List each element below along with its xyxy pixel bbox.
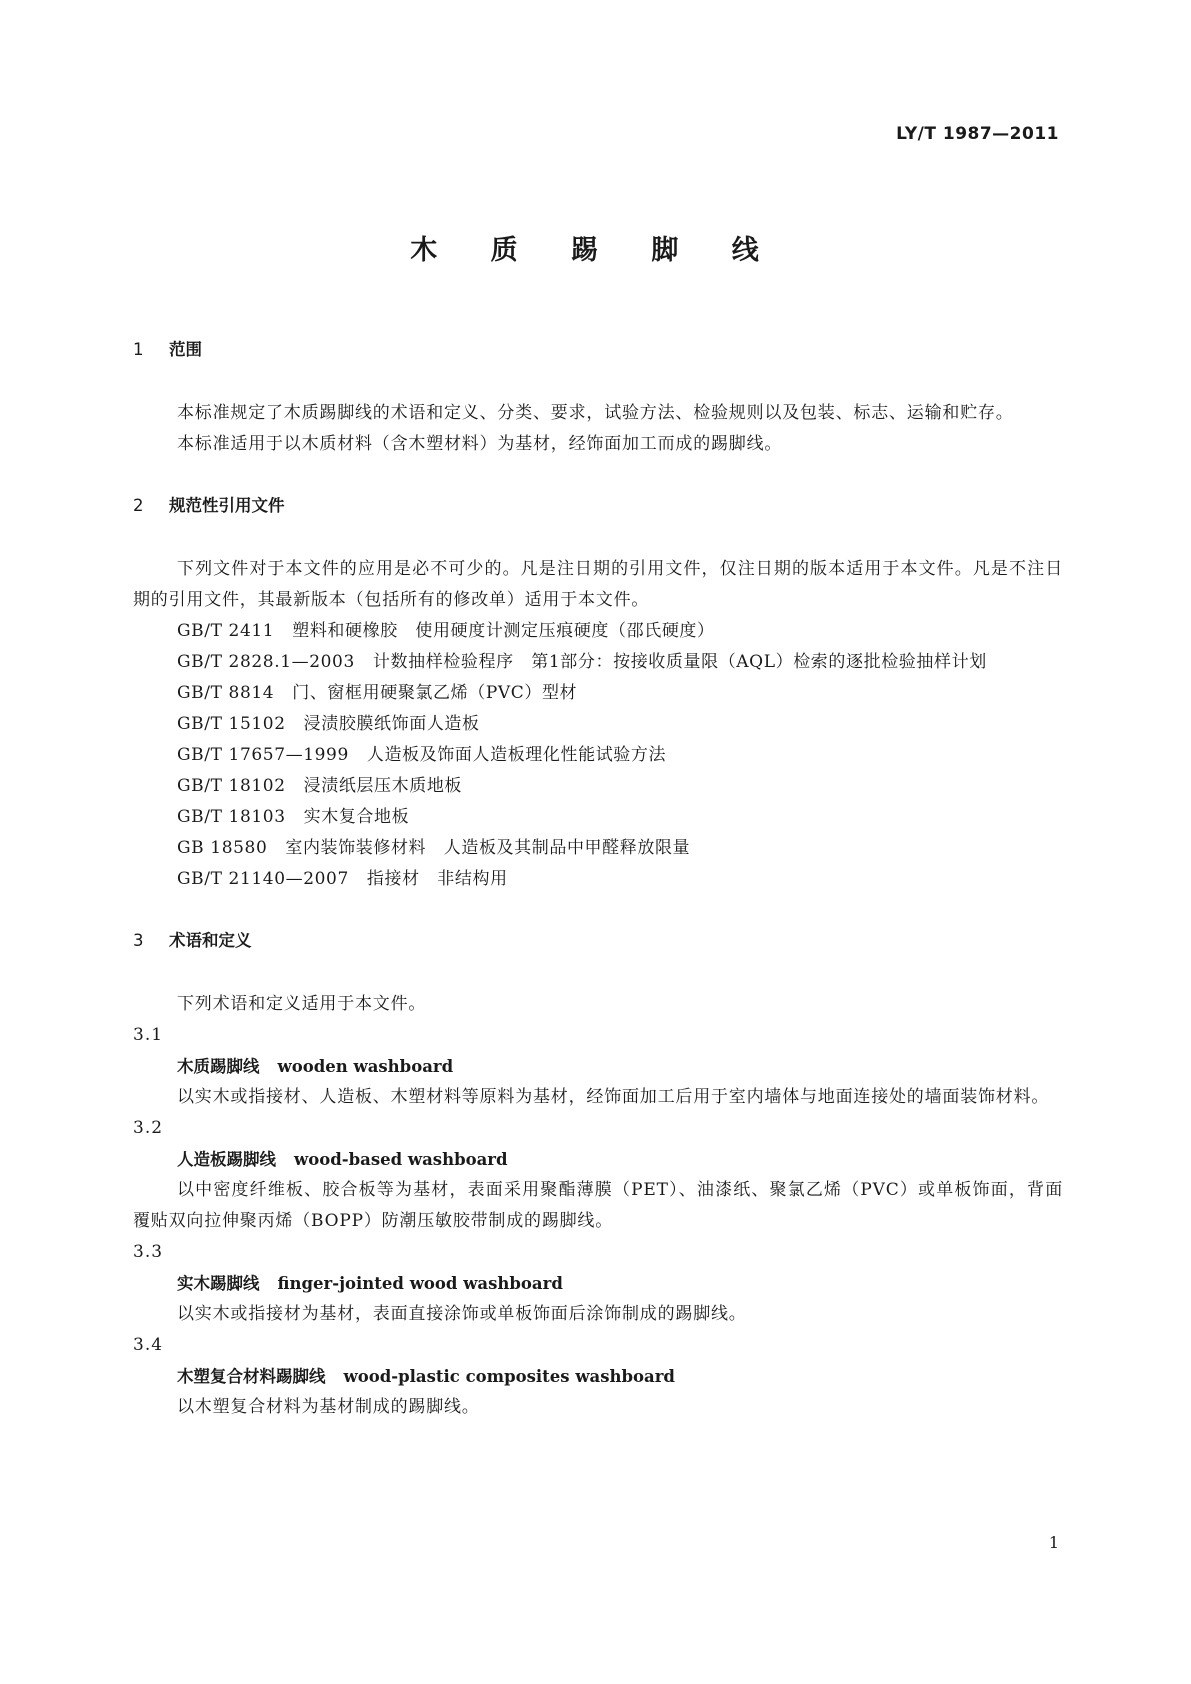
clause-number: 3.4 [133, 1335, 164, 1355]
term-definition: 以实木或指接材为基材，表面直接涂饰或单板饰面后涂饰制成的踢脚线。 [177, 1304, 747, 1324]
section-heading [133, 334, 1063, 365]
term-cn: 实木踢脚线 [177, 1274, 260, 1293]
reference-title: 浸渍纸层压木质地板 [303, 776, 463, 796]
document-body [133, 334, 1063, 1423]
term-definition: 以实木或指接材、人造板、木塑材料等原料为基材，经饰面加工后用于室内墙体与地面连接处的墙面装饰材料。 [177, 1087, 1050, 1107]
reference-title: 指接材 非结构用 [366, 869, 508, 889]
term-en: wood-based washboard [294, 1150, 508, 1169]
term-definition: 以木塑复合材料为基材制成的踢脚线。 [177, 1397, 480, 1417]
term-en: wooden washboard [277, 1057, 454, 1076]
reference-code: GB/T 21140—2007 [177, 869, 349, 889]
reference-title: 人造板及饰面人造板理化性能试验方法 [366, 745, 667, 765]
reference-code: GB/T 2828.1—2003 [177, 652, 355, 672]
section-title: 范围 [169, 340, 202, 359]
section-number: 1 [133, 340, 144, 359]
reference-code: GB 18580 [177, 838, 268, 858]
clause-number: 3.3 [133, 1242, 164, 1262]
reference-code: GB/T 17657—1999 [177, 745, 349, 765]
reference-code: GB/T 2411 [177, 621, 275, 641]
section-heading [133, 490, 1063, 521]
clause-number: 3.2 [133, 1118, 164, 1138]
reference-item [133, 709, 1063, 740]
reference-code: GB/T 15102 [177, 714, 286, 734]
reference-title: 浸渍胶膜纸饰面人造板 [303, 714, 480, 734]
term-heading [133, 1144, 1063, 1175]
term-en: wood-plastic composites washboard [343, 1367, 675, 1386]
reference-item [133, 740, 1063, 771]
document-code: LY/T 1987—2011 [896, 124, 1059, 144]
page-number: 1 [1048, 1533, 1059, 1552]
paragraph: 下列文件对于本文件的应用是必不可少的。凡是注日期的引用文件，仅注日期的版本适用于本文件。凡是不注日期的引用文件，其最新版本（包括所有的修改单）适用于本文件。 [133, 559, 1063, 610]
reference-item [133, 678, 1063, 709]
term-cn: 木塑复合材料踢脚线 [177, 1367, 326, 1386]
section-number: 2 [133, 496, 144, 515]
term-en: finger-jointed wood washboard [277, 1274, 563, 1293]
reference-item [133, 802, 1063, 833]
term-heading [133, 1361, 1063, 1392]
reference-code: GB/T 18102 [177, 776, 286, 796]
reference-item [133, 771, 1063, 802]
term-cn: 人造板踢脚线 [177, 1150, 276, 1169]
reference-title: 塑料和硬橡胶 使用硬度计测定压痕硬度（邵氏硬度） [292, 621, 715, 641]
reference-title: 门、窗框用硬聚氯乙烯（PVC）型材 [292, 683, 578, 703]
reference-title: 室内装饰装修材料 人造板及其制品中甲醛释放限量 [285, 838, 691, 858]
paragraph: 本标准适用于以木质材料（含木塑材料）为基材，经饰面加工而成的踢脚线。 [177, 434, 783, 454]
term-definition: 以中密度纤维板、胶合板等为基材，表面采用聚酯薄膜（PET）、油漆纸、聚氯乙烯（PVC）或单板饰面，背面覆贴双向拉伸聚丙烯（BOPP）防潮压敏胶带制成的踢脚线。 [133, 1180, 1063, 1231]
reference-item [133, 647, 1063, 678]
reference-item [133, 864, 1063, 895]
reference-item [133, 616, 1063, 647]
reference-code: GB/T 18103 [177, 807, 286, 827]
document-title: 木 质 踢 脚 线 [410, 235, 781, 266]
section-title: 规范性引用文件 [169, 496, 285, 515]
reference-item [133, 833, 1063, 864]
section-number: 3 [133, 931, 144, 950]
section-title: 术语和定义 [169, 931, 252, 950]
clause-number: 3.1 [133, 1025, 164, 1045]
paragraph: 下列术语和定义适用于本文件。 [177, 994, 427, 1014]
section-heading [133, 925, 1063, 956]
reference-code: GB/T 8814 [177, 683, 275, 703]
term-cn: 木质踢脚线 [177, 1057, 260, 1076]
reference-title: 计数抽样检验程序 第1部分：按接收质量限（AQL）检索的逐批检验抽样计划 [372, 652, 987, 672]
reference-title: 实木复合地板 [303, 807, 410, 827]
term-heading [133, 1051, 1063, 1082]
term-heading [133, 1268, 1063, 1299]
paragraph: 本标准规定了木质踢脚线的术语和定义、分类、要求，试验方法、检验规则以及包装、标志、运输和贮存。 [177, 403, 1014, 423]
